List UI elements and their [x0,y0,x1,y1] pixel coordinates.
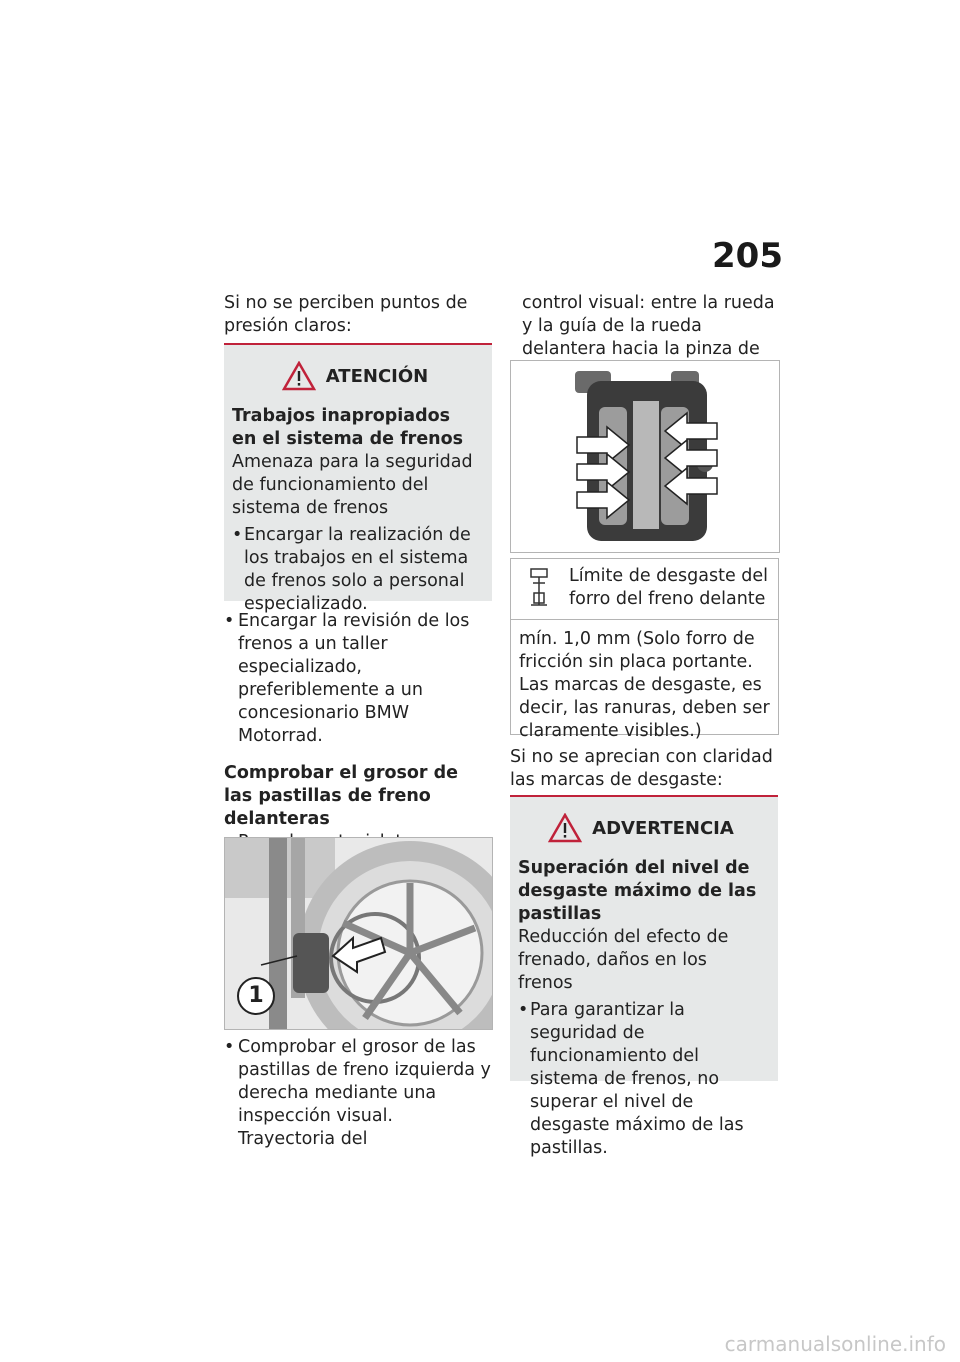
left-column-bottom [224,1036,492,1151]
attention-bullet: • Encargar la realización de los trabajos en el sistema de frenos solo a personal especializado. [232,524,478,616]
attention-box [224,345,492,614]
attention-heading: ATENCIÓN [325,365,429,387]
brake-caliper-illustration [511,361,780,553]
footer-watermark: carmanualsonline.info [724,1332,946,1356]
attention-title: Trabajos inapropiados en el sistema de frenos [232,406,464,449]
attention-text: Amenaza para la seguridad de funcionamiento del sistema de frenos [232,452,473,518]
warning-box [510,797,778,1158]
intro2-text: Si no se aprecian con claridad las marcas de desgaste: [510,747,773,790]
warning-triangle-icon [282,361,316,391]
warning-title: Superación del nivel de desgaste máximo de las pastillas [518,858,757,924]
intro-text: Si no se perciben puntos de presión claros: [224,293,468,336]
wheel-figure [224,837,493,1030]
list-item: • Comprobar el grosor de las pastillas de freno izquierda y derecha mediante una inspección visual. Trayectoria del [224,1037,491,1149]
warning-header [518,813,764,843]
spec-label: Límite de desgaste del forro del freno delante [569,566,769,609]
page-number: 205 [712,236,783,276]
right-column-intro2 [510,746,778,792]
attention-header [232,361,478,391]
revision-text: Encargar la revisión de los frenos a un taller especializado, preferiblemente a un concesionario BMW Motorrad. [238,611,470,746]
warning-bullet: • Para garantizar la seguridad de funcionamiento del sistema de frenos, no superar el nivel de desgaste máximo de las pastillas. [518,999,764,1160]
continuation-text: control visual: entre la rueda y la guía de la rueda delantera hacia la pinza de [522,292,780,384]
list-item: • Encargar la revisión de los frenos a un taller especializado, preferiblemente a un concesionario BMW Motorrad. [224,610,492,748]
attention-bullet-text: Encargar la realización de los trabajos en el sistema de frenos solo a personal especializado. [244,525,471,614]
brake-pad-icon [519,565,561,611]
spec-header [511,559,778,620]
caliper-figure [510,360,780,553]
left-column [224,292,492,338]
spec-table [510,558,779,741]
check-text: Comprobar el grosor de las pastillas de freno izquierda y derecha mediante una inspección visual. Trayectoria del [238,1037,491,1149]
section-heading: Comprobar el grosor de las pastillas de freno delanteras [224,763,459,829]
warning-heading: ADVERTENCIA [592,817,734,839]
figure-label-1: 1 [248,983,264,1008]
spec-value: mín. 1,0 mm (Solo forro de fricción sin placa portante. Las marcas de desgaste, es decir, las ranuras, deben ser claramente visibles.) [519,629,770,741]
warning-bullet-text: Para garantizar la seguridad de funcionamiento del sistema de frenos, no superar el nivel de desgaste máximo de las pastillas. [530,1000,744,1158]
warning-text: Reducción del efecto de frenado, daños en los frenos [518,927,729,993]
warning-triangle-icon [548,813,582,843]
